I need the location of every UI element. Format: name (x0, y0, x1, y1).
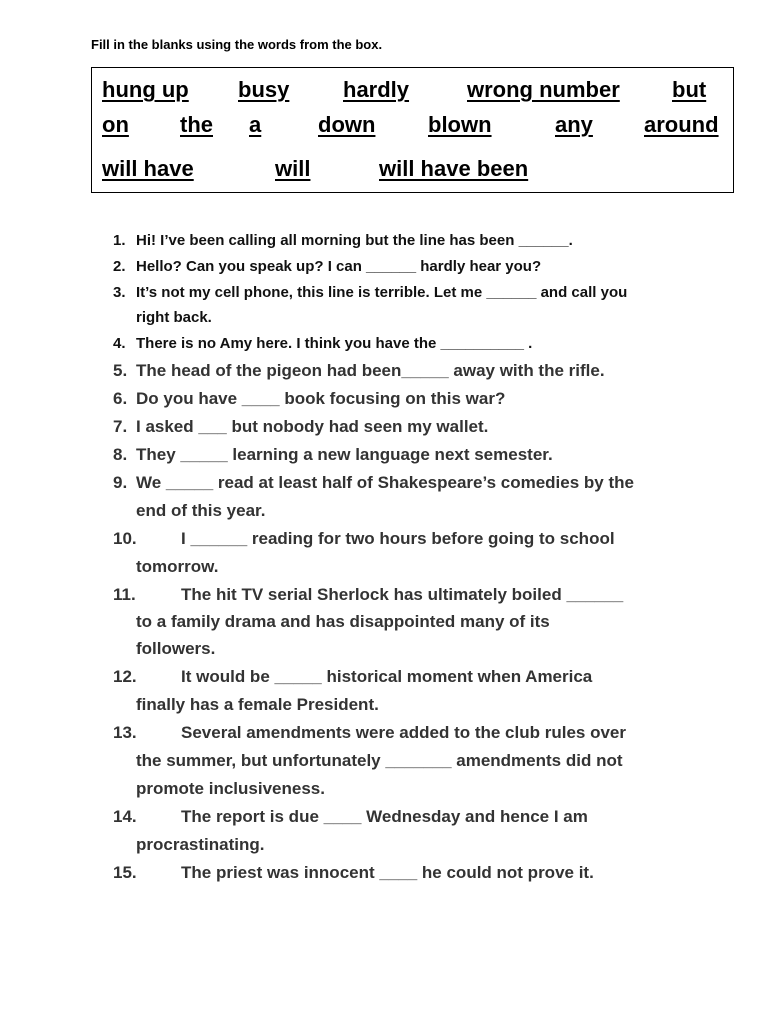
question-text-continued: the summer, but unfortunately _______ amendments did not (136, 751, 623, 770)
instructions-heading: Fill in the blanks using the words from the box. (91, 37, 383, 52)
word-blown: blown (428, 112, 492, 137)
word-on: on (102, 112, 129, 137)
question-text: Hello? Can you speak up? I can ______ hardly hear you? (136, 258, 542, 275)
question-text: The hit TV serial Sherlock has ultimately boiled ______ (181, 585, 624, 604)
question-number: 9. (113, 473, 128, 492)
question-number: 12. (113, 667, 137, 686)
question-text: The priest was innocent ____ he could not prove it. (181, 863, 594, 882)
question-number: 6. (113, 389, 128, 408)
question-text-continued: right back. (136, 309, 212, 326)
question-text-continued: end of this year. (136, 501, 266, 520)
question-text: Several amendments were added to the club rules over (181, 723, 626, 742)
word-a: a (249, 112, 262, 137)
word-will-have-been: will have been (379, 156, 529, 181)
word-box (91, 67, 734, 193)
word-will-have: will have (102, 156, 194, 181)
question-text: Do you have ____ book focusing on this war? (136, 389, 506, 408)
question-text-continued: to a family drama and has disappointed many of its (136, 612, 550, 631)
word-around: around (644, 112, 719, 137)
word-down: down (318, 112, 376, 137)
question-text: It would be _____ historical moment when America (181, 667, 593, 686)
question-text-continued-2: followers. (136, 639, 216, 658)
question-text-continued: tomorrow. (136, 557, 219, 576)
question-number: 1. (113, 232, 126, 249)
question-text: I ______ reading for two hours before going to school (181, 529, 615, 548)
word-but: but (672, 77, 707, 102)
question-text-continued: finally has a female President. (136, 695, 379, 714)
word-the: the (180, 112, 213, 137)
question-text: We _____ read at least half of Shakespeare’s comedies by the (136, 473, 634, 492)
question-text: They _____ learning a new language next semester. (136, 445, 553, 464)
question-number: 10. (113, 529, 137, 548)
question-number: 3. (113, 284, 126, 301)
question-number: 4. (113, 335, 126, 352)
question-number: 13. (113, 723, 137, 742)
question-text: Hi! I’ve been calling all morning but the line has been ______. (136, 232, 573, 249)
question-text-continued: procrastinating. (136, 835, 265, 854)
question-number: 14. (113, 807, 137, 826)
question-text: The head of the pigeon had been_____ away with the rifle. (136, 361, 605, 380)
question-text: I asked ___ but nobody had seen my wallet. (136, 417, 489, 436)
question-number: 5. (113, 361, 128, 380)
word-hardly: hardly (343, 77, 410, 102)
question-text: There is no Amy here. I think you have the __________ . (136, 335, 533, 352)
word-hung-up: hung up (102, 77, 189, 102)
question-number: 11. (113, 585, 136, 604)
question-text-continued-2: promote inclusiveness. (136, 779, 325, 798)
question-number: 8. (113, 445, 128, 464)
question-text: The report is due ____ Wednesday and hence I am (181, 807, 588, 826)
word-busy: busy (238, 77, 290, 102)
question-number: 15. (113, 863, 137, 882)
question-number: 2. (113, 258, 126, 275)
word-wrong-number: wrong number (467, 77, 620, 102)
word-any: any (555, 112, 593, 137)
question-number: 7. (113, 417, 128, 436)
question-text: It’s not my cell phone, this line is terrible. Let me ______ and call you (136, 284, 628, 301)
word-will: will (275, 156, 311, 181)
